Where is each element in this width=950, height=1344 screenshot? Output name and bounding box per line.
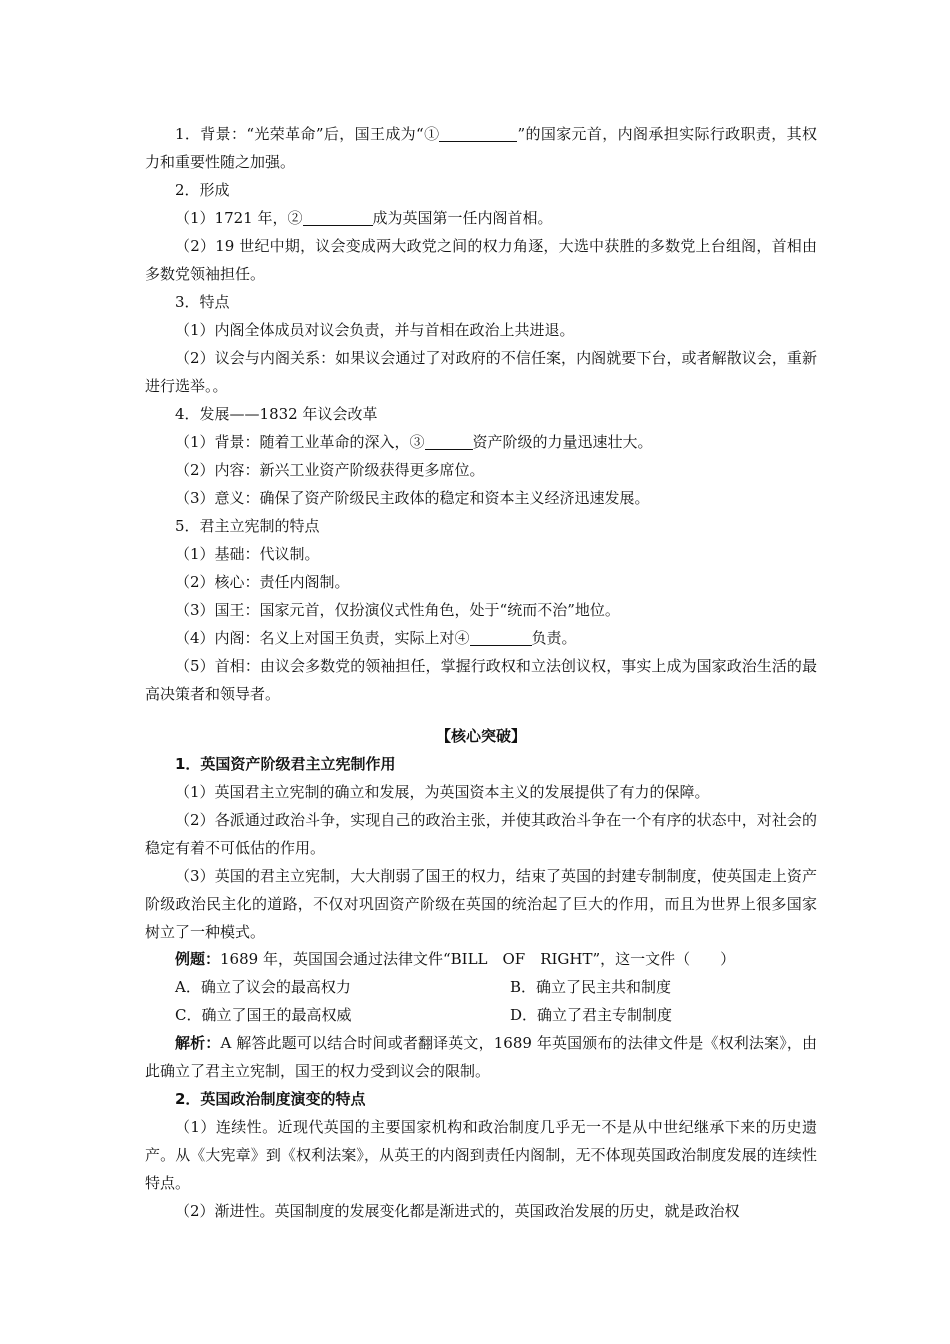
paragraph-monarchy-4 — [145, 624, 817, 652]
heading-features: 3．特点 — [175, 293, 230, 311]
option-b[interactable]: B．确立了民主共和制度 — [510, 978, 672, 996]
option-a[interactable]: A．确立了议会的最高权力 — [175, 978, 351, 996]
example-text: 1689 年，英国国会通过法律文件“BILL OF RIGHT”，这一文件（ ） — [220, 950, 736, 968]
text: ”的国家元首，内阁承担实际行政职责，其权力和重要性随之加强。 — [145, 125, 817, 171]
analysis — [145, 1029, 817, 1085]
text: 资产阶级的力量迅速壮大。 — [472, 433, 653, 451]
heading-monarchy-features: 5．君主立宪制的特点 — [175, 517, 320, 535]
paragraph-gradualism: （2）渐进性。英国制度的发展变化都是渐进式的，英国政治发展的历史，就是政治权 — [175, 1202, 740, 1220]
paragraph-development-1 — [145, 428, 817, 456]
fill-blank-4[interactable] — [470, 627, 532, 646]
paragraph-features-2: （2）议会与内阁关系：如果议会通过了对政府的不信任案，内阁就要下台，或者解散议会，重新进行选举。。 — [145, 349, 817, 395]
paragraph-formation-2: （2）19 世纪中期，议会变成两大政党之间的权力角逐，大选中获胜的多数党上台组阁，首相由多数党领袖担任。 — [145, 237, 817, 283]
fill-blank-2[interactable] — [303, 207, 373, 226]
heading-core-1: 1．英国资产阶级君主立宪制作用 — [175, 755, 396, 773]
paragraph-continuity: （1）连续性。近现代英国的主要国家机构和政治制度几乎无一不是从中世纪继承下来的历史遗产。从《大宪章》到《权利法案》，从英王的内阁到责任内阁制，无不体现英国政治制度发展的连续性特点。 — [145, 1118, 817, 1192]
paragraph-core-3: （3）英国的君主立宪制，大大削弱了国王的权力，结束了英国的封建专制制度，使英国走上资产阶级政治民主化的道路，不仅对巩固资产阶级在英国的统治起了巨大的作用，而且为世界上很多国家树立了一种模式。 — [145, 867, 817, 941]
option-c[interactable]: C．确立了国王的最高权威 — [175, 1006, 352, 1024]
paragraph-core-2: （2）各派通过政治斗争，实现自己的政治主张，并使其政治斗争在一个有序的状态中，对社会的稳定有着不可低估的作用。 — [145, 811, 817, 857]
paragraph-monarchy-5: （5）首相：由议会多数党的领袖担任，掌握行政权和立法创议权，事实上成为国家政治生活的最高决策者和领导者。 — [145, 657, 817, 703]
text: （1）背景：随着工业革命的深入，③ — [175, 433, 425, 451]
heading-core-2: 2．英国政治制度演变的特点 — [175, 1090, 366, 1108]
section-title: 【核心突破】 — [435, 727, 526, 745]
text: （4）内阁：名义上对国王负责，实际上对④ — [175, 629, 470, 647]
example-label: 例题： — [175, 950, 221, 968]
analysis-label: 解析： — [175, 1034, 221, 1052]
heading-formation: 2．形成 — [175, 181, 230, 199]
fill-blank-3[interactable] — [425, 431, 473, 450]
text: 1．背景：“光荣革命”后，国王成为“① — [175, 125, 440, 143]
paragraph-monarchy-3: （3）国王：国家元首，仅扮演仪式性角色，处于“统而不治”地位。 — [175, 601, 620, 619]
analysis-text: A 解答此题可以结合时间或者翻译英文，1689 年英国颁布的法律文件是《权利法案》，由此确立了君主立宪制，国王的权力受到议会的限制。 — [145, 1034, 817, 1080]
paragraph-development-3: （3）意义：确保了资产阶级民主政体的稳定和资本主义经济迅速发展。 — [175, 489, 650, 507]
paragraph-monarchy-1: （1）基础：代议制。 — [175, 545, 320, 563]
paragraph-features-1: （1）内阁全体成员对议会负责，并与首相在政治上共进退。 — [175, 321, 575, 339]
option-d[interactable]: D．确立了君主专制制度 — [510, 1006, 673, 1024]
heading-development: 4．发展——1832 年议会改革 — [175, 405, 378, 423]
fill-blank-1[interactable] — [439, 123, 517, 142]
paragraph-development-2: （2）内容：新兴工业资产阶级获得更多席位。 — [175, 461, 485, 479]
text: 成为英国第一任内阁首相。 — [372, 209, 553, 227]
paragraph-background — [145, 120, 817, 176]
paragraph-formation-1 — [145, 204, 817, 232]
paragraph-core-1: （1）英国君主立宪制的确立和发展，为英国资本主义的发展提供了有力的保障。 — [175, 783, 710, 801]
example-question — [145, 945, 817, 973]
paragraph-monarchy-2: （2）核心：责任内阁制。 — [175, 573, 350, 591]
text: （1）1721 年，② — [175, 209, 303, 227]
text: 负责。 — [531, 629, 577, 647]
